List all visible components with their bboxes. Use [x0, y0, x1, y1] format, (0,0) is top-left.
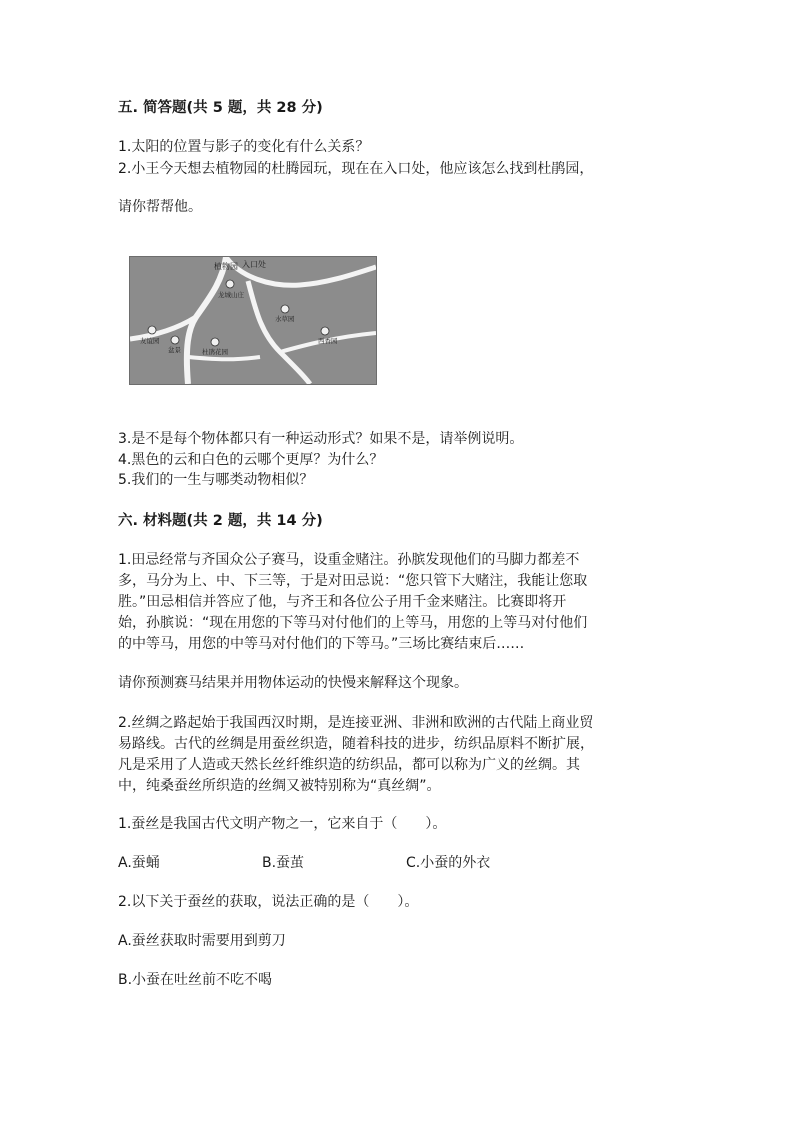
question-5-3: 3.是不是每个物体都只有一种运动形式？如果不是，请举例说明。 [118, 431, 524, 447]
passage-1-line-5: 的中等马，用您的中等马对付他们的下等马。”三场比赛结束后…… [118, 636, 525, 652]
passage-2-line-4: 中，纯桑蚕丝所织造的丝绸又被特别称为“真丝绸”。 [118, 778, 441, 794]
passage-1-question: 请你预测赛马结果并用物体运动的快慢来解释这个现象。 [118, 675, 468, 691]
passage-1-line-2: 多，马分为上、中、下三等，于是对田忌说：“您只管下大赌注，我能让您取 [118, 573, 588, 589]
sub-question-2-option-a: A.蚕丝获取时需要用到剪刀 [118, 933, 286, 949]
question-5-5: 5.我们的一生与哪类动物相似？ [118, 472, 314, 488]
sub-question-1-option-c: C.小蚕的外衣 [406, 855, 491, 871]
sub-question-2-option-b: B.小蚕在吐丝前不吃不喝 [118, 972, 273, 988]
map-title: 植物园 [214, 262, 238, 271]
passage-1-line-4: 始，孙膑说：“现在用您的下等马对付他们的上等马，用您的上等马对付他们 [118, 615, 588, 631]
map-place-shuicao: 水草园 [275, 315, 295, 323]
botanical-garden-map [129, 256, 377, 385]
question-5-4: 4.黑色的云和白色的云哪个更厚？为什么？ [118, 452, 384, 468]
sub-question-1-option-b: B.蚕茧 [262, 855, 305, 871]
map-entrance-label: 入口处 [242, 260, 266, 269]
section-6-title: 六. 材料题(共 2 题，共 14 分) [118, 513, 323, 529]
sub-question-1-option-a: A.蚕蛹 [118, 855, 160, 871]
question-5-2-line-2: 请你帮帮他。 [118, 199, 202, 215]
map-place-youyi: 友谊园 [140, 337, 160, 345]
map-place-xixiang: 西香园 [318, 337, 338, 345]
section-5-title: 五. 简答题(共 5 题，共 28 分) [118, 100, 323, 116]
passage-1-line-1: 1.田忌经常与齐国众公子赛马，设重金赌注。孙膑发现他们的马脚力都差不 [118, 552, 580, 568]
passage-2-line-3: 凡是采用了人造或天然长丝纤维织造的纺织品，都可以称为广义的丝绸。其 [118, 757, 580, 773]
map-place-dujuan: 杜鹃花园 [202, 348, 228, 356]
passage-2-line-1: 2.丝绸之路起始于我国西汉时期，是连接亚洲、非洲和欧洲的古代陆上商业贸 [118, 715, 594, 731]
sub-question-1: 1.蚕丝是我国古代文明产物之一，它来自于（ ）。 [118, 816, 447, 832]
map-place-penjing: 盆景 [168, 346, 181, 354]
passage-1-line-3: 胜。”田忌相信并答应了他，与齐王和各位公子用千金来赌注。比赛即将开 [118, 594, 567, 610]
passage-2-line-2: 易路线。古代的丝绸是用蚕丝织造，随着科技的进步，纺织品原料不断扩展， [118, 736, 594, 752]
map-place-longcheng: 龙城山庄 [218, 291, 244, 299]
question-5-1: 1.太阳的位置与影子的变化有什么关系？ [118, 139, 370, 155]
map-graphic [130, 257, 376, 384]
question-5-2-line-1: 2.小王今天想去植物园的杜腾园玩，现在在入口处，他应该怎么找到杜鹃园， [118, 161, 594, 177]
sub-question-2: 2.以下关于蚕丝的获取，说法正确的是（ ）。 [118, 894, 419, 910]
